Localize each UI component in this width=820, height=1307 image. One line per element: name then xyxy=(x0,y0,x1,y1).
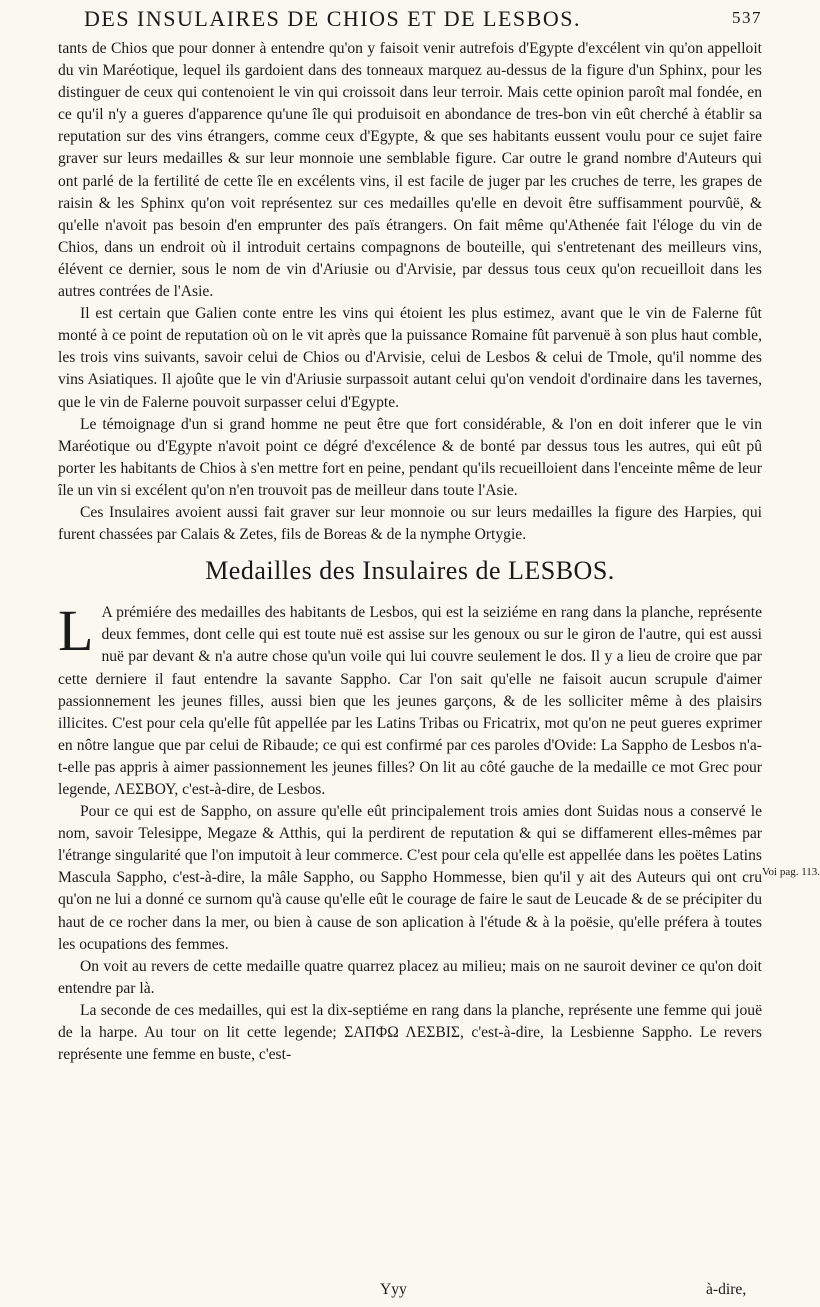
drop-cap: L xyxy=(58,598,94,664)
paragraph-2: Il est certain que Galien conte entre les vins qui étoient les plus estimez, avant que le vin de Falerne fût monté à ce point de reputation où on le vit après que la puissance Romaine fût parvenuë à son plus haut comble, les trois vins suivants, savoir celui de Chios ou d'Arvisie, celui de Lesbos & celui de Tmole, qu'il nomme des vins Asiatiques. Il ajoûte que le vin d'Ariusie surpassoit autant celui qu'on vendoit d'ordinaire dans les tavernes, que le vin de Falerne pouvoit surpasser celui d'Egypte. xyxy=(58,305,762,411)
running-head xyxy=(60,6,762,36)
signature-mark: Yyy xyxy=(380,1281,407,1298)
catchword: à-dire, xyxy=(706,1281,747,1298)
paragraph-4: Ces Insulaires avoient aussi fait graver sur leur monnoie ou sur leurs medailles la figure des Harpies, qui furent chassées par Calais & Zetes, fils de Boreas & de la nymphe Ortygie. xyxy=(58,503,762,544)
paragraph-7: On voit au revers de cette medaille quatre quarrez placez au milieu; mais on ne sauroit deviner ce qu'on doit entendre par là. xyxy=(58,957,762,997)
page-footer xyxy=(0,1281,800,1303)
body-text xyxy=(58,38,762,1066)
running-title: DES INSULAIRES DE CHIOS ET DE LESBOS. xyxy=(84,6,581,31)
paragraph-1: tants de Chios que pour donner à entendre qu'on y faisoit venir autrefois d'Egypte d'excélent vin qu'on appelloit du vin Maréotique, lequel ils gardoient dans des tonneaux marquez au-dessus de la figure d'un Sphinx, pour les distinguer de ceux qui contenoient le vin qui croissoit dans leur terroir. Mais cette opinion paroît mal fondée, en ce qu'il n'y a gueres d'apparence qu'une île qui produisoit en abondance de tres-bon vin eût cherché à établir sa reputation sur des vins étrangers, comme ceux d'Egypte, & que ses habitants eussent voulu pour ce sujet faire graver sur leurs medailles & sur leur monnoie une semblable figure. Car outre le grand nombre d'Auteurs qui ont parlé de la fertilité de cette île en excélents vins, il est facile de juger par les cruches de terre, les grapes de raisin & les Sphinx qu'on voit représentez sur ces medailles qu'elle en devoit être suffisamment pourvûë, & qu'elle n'avoit pas besoin d'en emprunter des païs étrangers. On fait même qu'Athenée fait l'éloge du vin de Chios, dans un endroit où il introduit certains compagnons de bouteille, qui s'entretenant des meilleurs vins, élévent ce dernier, sous le nom de vin d'Ariusie ou d'Arvisie, par dessus tous ceux qu'on recueilloit dans les autres contrées de l'Asie. xyxy=(58,40,762,301)
page-number: 537 xyxy=(732,8,762,27)
section-heading: Medailles des Insulaires de LESBOS. xyxy=(205,556,615,586)
paragraph-5 xyxy=(58,598,762,801)
paragraph-8: La seconde de ces medailles, qui est la dix-septiéme en rang dans la planche, représente une femme qui jouë de la harpe. Au tour on lit cette legende; ΣΑΠΦΩ ΛΕΣΒΙΣ, c'est-à-dire, la Lesbienne Sappho. Le revers représente une femme en buste, c'est- xyxy=(58,1001,762,1064)
paragraph-3: Le témoignage d'un si grand homme ne peut être que fort considérable, & l'on en doit inferer que le vin Maréotique ou d'Egypte n'avoit point ce dégré d'excélence & de bonté par dessus tous les autres, qui eût pû porter les habitants de Chios à s'en mettre fort en peine, pendant qu'ils recueilloient dans l'enceinte même de leur île un vin si excélent qu'on n'en trouvoit pas de meilleur dans toute l'Asie. xyxy=(58,415,762,499)
margin-note: Voi pag. 113. xyxy=(762,866,820,878)
paragraph-5-text: A prémiére des medailles des habitants de Lesbos, qui est la seiziéme en rang dans la planche, représente deux femmes, dont celle qui est toute nuë est assise sur les genoux ou sur le giron de l'autre, qui est aussi nuë par devant & n'a autre chose qu'un voile qui lui couvre seulement le dos. Il y a lieu de croire que par cette derniere il faut entendre la savante Sappho. Car l'on sait qu'elle ne faisoit aucun scrupule d'aimer passionnement les jeunes filles, aussi bien que les jeunes garçons, & de les solliciter même à des plaisirs illicites. C'est pour cela qu'elle fût appellée par les Latins Tribas ou Fricatrix, mot qu'on ne peut gueres exprimer en nôtre langue que par celui de Ribaude; ce qui est confirmé par ces paroles d'Ovide: La Sappho de Lesbos n'a-t-elle pas appris à aimer passionnement les jeunes filles? On lit au côté gauche de la medaille ce mot Grec pour legende, ΛΕΣΒΟΥ, c'est-à-dire, de Lesbos. xyxy=(58,604,762,798)
paragraph-6: Pour ce qui est de Sappho, on assure qu'elle eût principalement trois amies dont Suidas nous a conservé le nom, savoir Telesippe, Megaze & Atthis, qui la perdirent de reputation & qui se diffamerent elles-mêmes par l'étrange singularité que l'on imputoit à leur commerce. C'est pour cela qu'elle est appellée dans les poëtes Latins Mascula Sappho, c'est-à-dire, la mâle Sappho, ou Sappho Hommesse, bien qu'il y ait des Auteurs qui ont cru qu'on ne lui a donné ce surnom qu'à cause qu'elle eût le courage de faire le saut de Leucade & de se précipiter du haut de ce rocher dans la mer, ou bien à cause de son aplication à l'étude & à la poësie, qu'elle préfera à toutes les ocupations des femmes. xyxy=(58,803,762,953)
